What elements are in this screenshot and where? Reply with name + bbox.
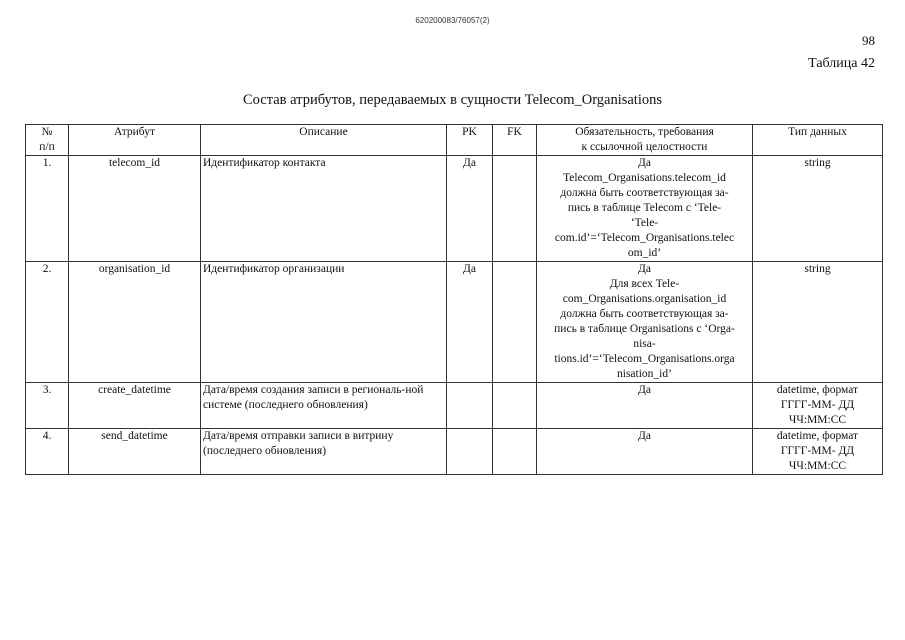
required-cell-line: Telecom_Organisations.telecom_id [563, 172, 726, 184]
required-cell-line: om_id’ [627, 247, 662, 259]
required-cell [537, 429, 753, 475]
data-type-cell-line: string [804, 263, 831, 275]
row-number-cell: 1. [26, 156, 69, 262]
required-cell-line: com_Organisations.organisation_id [562, 293, 727, 305]
data-type-cell-line: ЧЧ:ММ:СС [788, 460, 847, 472]
data-type-cell-line: ЧЧ:ММ:СС [788, 414, 847, 426]
col-header-attribute: Атрибут [69, 125, 201, 156]
data-type-cell-line: datetime, формат [776, 384, 859, 396]
attribute-cell: create_datetime [69, 383, 201, 429]
pk-cell [447, 383, 493, 429]
data-type-cell [753, 262, 883, 383]
data-type-cell-line: ГГГГ-ММ- ДД [780, 445, 855, 457]
attribute-cell: telecom_id [69, 156, 201, 262]
table-row [26, 429, 883, 475]
row-number-cell: 2. [26, 262, 69, 383]
required-cell [537, 262, 753, 383]
pk-cell: Да [447, 156, 493, 262]
required-cell-line: Для всех Tele- [609, 278, 680, 290]
col-header-num: № п/п [26, 125, 69, 156]
description-cell: Дата/время отправки записи в витрину (последнего обновления) [201, 429, 447, 475]
pk-cell [447, 429, 493, 475]
description-cell: Идентификатор организации [201, 262, 447, 383]
col-header-description: Описание [201, 125, 447, 156]
required-cell-line: пись в таблице Telecom с ‘Tele- [567, 202, 722, 214]
fk-cell [493, 429, 537, 475]
table-row [26, 383, 883, 429]
required-cell-line: nisation_id’ [617, 368, 672, 380]
page-number: 98 [862, 33, 875, 48]
required-cell-line: Да [638, 430, 651, 442]
required-cell-line: ‘Tele- [630, 217, 659, 229]
required-cell-line: должна быть соответствующая за- [560, 308, 729, 320]
description-cell: Дата/время создания записи в региональ-ной системе (последнего обновления) [201, 383, 447, 429]
fk-cell [493, 262, 537, 383]
col-header-fk: FK [493, 125, 537, 156]
required-cell-line: Да [638, 263, 651, 275]
table-row [26, 156, 883, 262]
required-cell-line: Да [638, 157, 651, 169]
required-cell-line: Да [638, 384, 651, 396]
fk-cell [493, 156, 537, 262]
data-type-cell-line: ГГГГ-ММ- ДД [780, 399, 855, 411]
table-label: Таблица 42 [808, 56, 875, 71]
required-cell [537, 383, 753, 429]
required-cell [537, 156, 753, 262]
attribute-cell: organisation_id [69, 262, 201, 383]
required-cell-line: tions.id’=‘Telecom_Organisations.orga [554, 353, 735, 365]
table-row [26, 262, 883, 383]
attributes-table [25, 124, 883, 475]
row-number-cell: 4. [26, 429, 69, 475]
col-header-pk: PK [447, 125, 493, 156]
pk-cell: Да [447, 262, 493, 383]
document-id: 620200083/76057(2) [415, 16, 490, 25]
data-type-cell [753, 429, 883, 475]
col-header-data-type: Тип данных [753, 125, 883, 156]
row-number-cell: 3. [26, 383, 69, 429]
required-cell-line: пись в таблице Organisations с ‘Orga- [554, 323, 735, 335]
table-body [26, 156, 883, 475]
table-title: Состав атрибутов, передаваемых в сущности Telecom_Organisations [242, 92, 662, 108]
data-type-cell [753, 383, 883, 429]
col-header-required: Обязательность, требования к ссылочной целостности [537, 125, 753, 156]
data-type-cell [753, 156, 883, 262]
required-cell-line: com.id’=‘Telecom_Organisations.telec [554, 232, 735, 244]
fk-cell [493, 383, 537, 429]
required-cell-line: nisa- [633, 338, 656, 350]
data-type-cell-line: datetime, формат [776, 430, 859, 442]
table-header-row [26, 125, 883, 156]
description-cell: Идентификатор контакта [201, 156, 447, 262]
required-cell-line: должна быть соответствующая за- [560, 187, 729, 199]
data-type-cell-line: string [804, 157, 831, 169]
attribute-cell: send_datetime [69, 429, 201, 475]
